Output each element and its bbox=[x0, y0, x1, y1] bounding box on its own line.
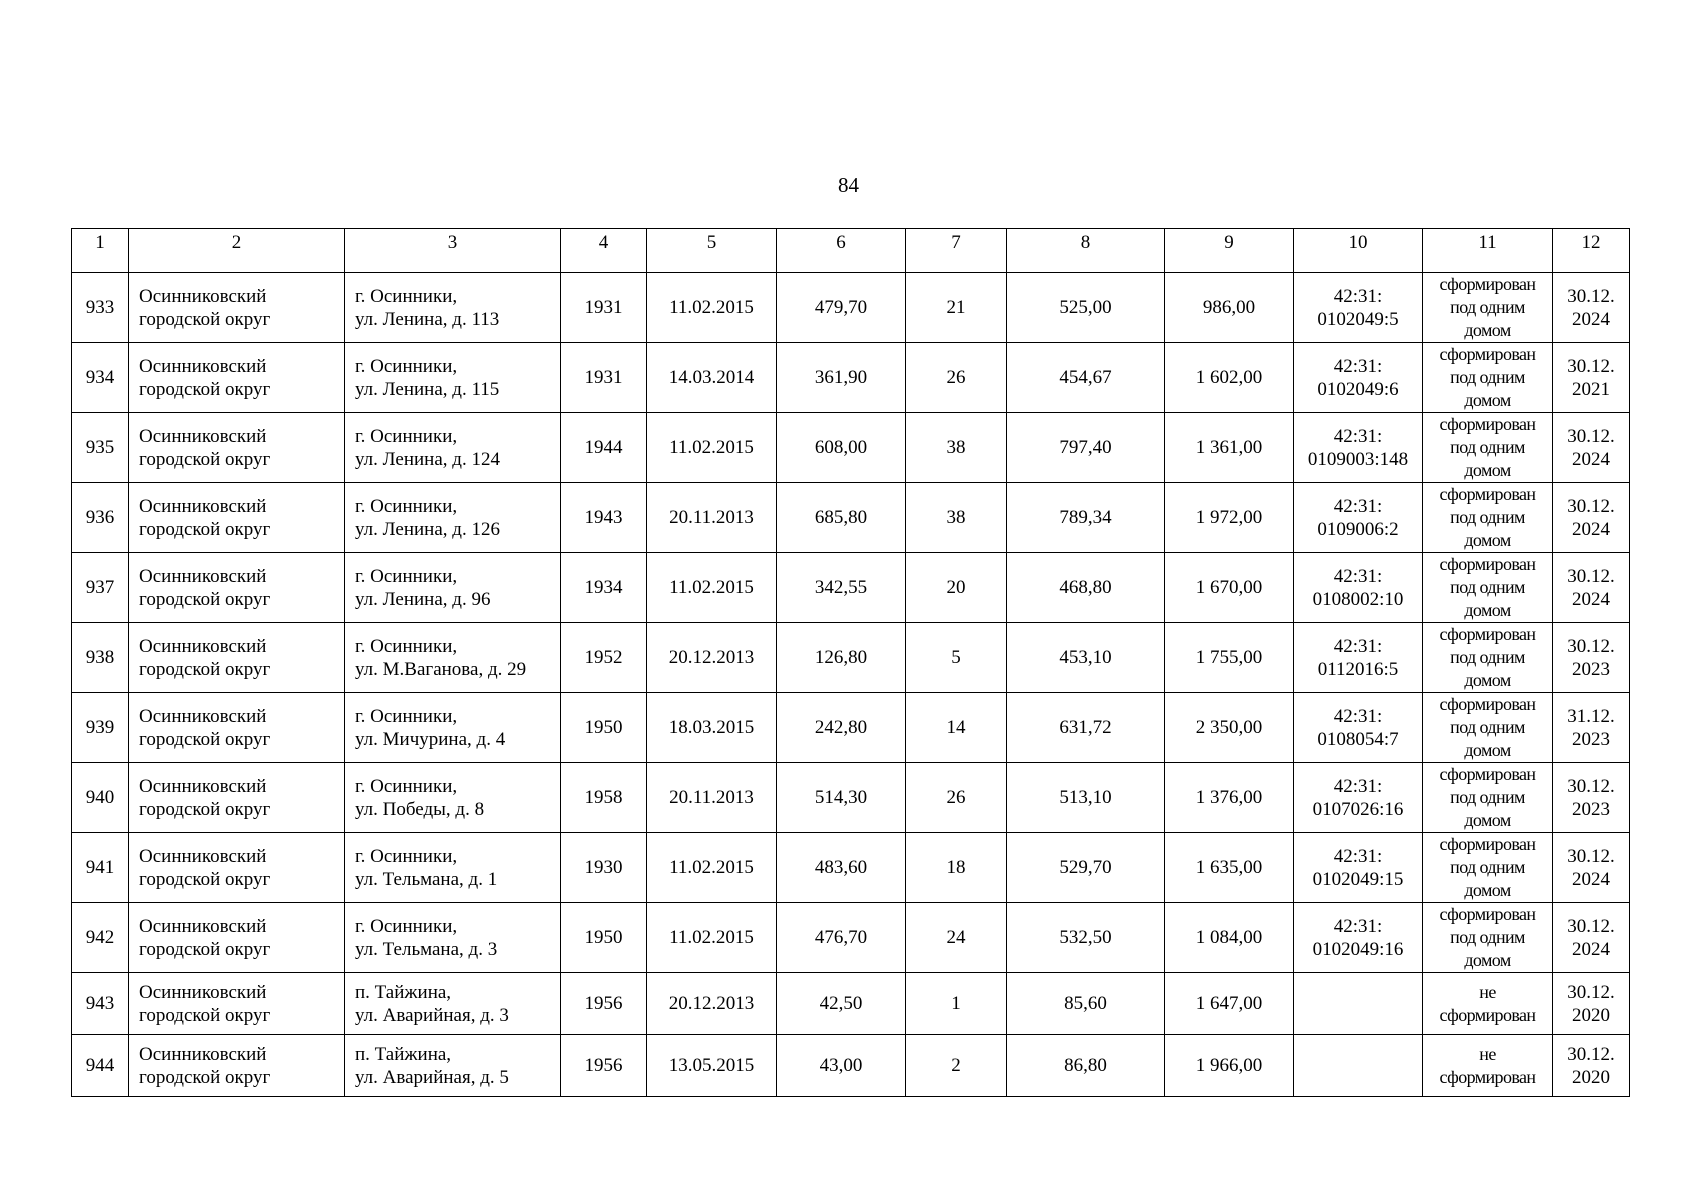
area-cell: 479,70 bbox=[777, 273, 906, 343]
table-row bbox=[72, 343, 1630, 413]
district-cell: Осинниковский городской округ bbox=[129, 623, 345, 693]
column-8-cell: 513,10 bbox=[1007, 763, 1165, 833]
area-cell: 476,70 bbox=[777, 903, 906, 973]
column-9-cell: 1 670,00 bbox=[1165, 553, 1294, 623]
area-cell: 483,60 bbox=[777, 833, 906, 903]
column-8-cell: 797,40 bbox=[1007, 413, 1165, 483]
status-cell: сформирован под одним домом bbox=[1423, 903, 1553, 973]
address-cell: г. Осинники, ул. Мичурина, д. 4 bbox=[345, 693, 561, 763]
district-cell: Осинниковский городской округ bbox=[129, 413, 345, 483]
column-header: 1 bbox=[72, 229, 129, 273]
table-body bbox=[72, 273, 1630, 1097]
district-cell: Осинниковский городской округ bbox=[129, 693, 345, 763]
date-cell: 11.02.2015 bbox=[647, 833, 777, 903]
status-cell: сформирован под одним домом bbox=[1423, 273, 1553, 343]
status-cell: сформирован под одним домом bbox=[1423, 553, 1553, 623]
row-number: 936 bbox=[72, 483, 129, 553]
row-number: 934 bbox=[72, 343, 129, 413]
date-cell: 11.02.2015 bbox=[647, 273, 777, 343]
cadastral-cell: 42:31: 0108002:10 bbox=[1294, 553, 1423, 623]
cadastral-cell: 42:31: 0102049:5 bbox=[1294, 273, 1423, 343]
deadline-cell: 31.12. 2023 bbox=[1553, 693, 1630, 763]
deadline-cell: 30.12. 2024 bbox=[1553, 273, 1630, 343]
column-9-cell: 1 966,00 bbox=[1165, 1035, 1294, 1097]
column-8-cell: 631,72 bbox=[1007, 693, 1165, 763]
deadline-cell: 30.12. 2023 bbox=[1553, 763, 1630, 833]
cadastral-cell: 42:31: 0102049:6 bbox=[1294, 343, 1423, 413]
status-cell: не сформирован bbox=[1423, 973, 1553, 1035]
deadline-cell: 30.12. 2024 bbox=[1553, 553, 1630, 623]
housing-registry-table bbox=[71, 228, 1630, 1097]
cadastral-cell: 42:31: 0109003:148 bbox=[1294, 413, 1423, 483]
date-cell: 11.02.2015 bbox=[647, 553, 777, 623]
deadline-cell: 30.12. 2024 bbox=[1553, 833, 1630, 903]
status-cell: сформирован под одним домом bbox=[1423, 693, 1553, 763]
row-number: 942 bbox=[72, 903, 129, 973]
column-9-cell: 2 350,00 bbox=[1165, 693, 1294, 763]
residents-cell: 26 bbox=[906, 343, 1007, 413]
deadline-cell: 30.12. 2024 bbox=[1553, 903, 1630, 973]
column-9-cell: 1 084,00 bbox=[1165, 903, 1294, 973]
column-8-cell: 85,60 bbox=[1007, 973, 1165, 1035]
district-cell: Осинниковский городской округ bbox=[129, 1035, 345, 1097]
cadastral-cell: 42:31: 0102049:16 bbox=[1294, 903, 1423, 973]
district-cell: Осинниковский городской округ bbox=[129, 343, 345, 413]
column-8-cell: 529,70 bbox=[1007, 833, 1165, 903]
date-cell: 20.12.2013 bbox=[647, 623, 777, 693]
column-header: 4 bbox=[561, 229, 647, 273]
area-cell: 514,30 bbox=[777, 763, 906, 833]
row-number: 933 bbox=[72, 273, 129, 343]
row-number: 938 bbox=[72, 623, 129, 693]
deadline-cell: 30.12. 2020 bbox=[1553, 1035, 1630, 1097]
residents-cell: 38 bbox=[906, 413, 1007, 483]
column-9-cell: 1 361,00 bbox=[1165, 413, 1294, 483]
address-cell: г. Осинники, ул. Ленина, д. 124 bbox=[345, 413, 561, 483]
year-cell: 1950 bbox=[561, 903, 647, 973]
address-cell: г. Осинники, ул. Ленина, д. 115 bbox=[345, 343, 561, 413]
date-cell: 14.03.2014 bbox=[647, 343, 777, 413]
address-cell: п. Тайжина, ул. Аварийная, д. 3 bbox=[345, 973, 561, 1035]
area-cell: 361,90 bbox=[777, 343, 906, 413]
column-header: 6 bbox=[777, 229, 906, 273]
year-cell: 1956 bbox=[561, 973, 647, 1035]
column-8-cell: 789,34 bbox=[1007, 483, 1165, 553]
date-cell: 11.02.2015 bbox=[647, 903, 777, 973]
column-header: 8 bbox=[1007, 229, 1165, 273]
status-cell: сформирован под одним домом bbox=[1423, 343, 1553, 413]
address-cell: г. Осинники, ул. М.Ваганова, д. 29 bbox=[345, 623, 561, 693]
row-number: 941 bbox=[72, 833, 129, 903]
area-cell: 242,80 bbox=[777, 693, 906, 763]
area-cell: 126,80 bbox=[777, 623, 906, 693]
column-header: 3 bbox=[345, 229, 561, 273]
column-header: 10 bbox=[1294, 229, 1423, 273]
date-cell: 13.05.2015 bbox=[647, 1035, 777, 1097]
year-cell: 1950 bbox=[561, 693, 647, 763]
table-row bbox=[72, 623, 1630, 693]
date-cell: 20.11.2013 bbox=[647, 763, 777, 833]
cadastral-cell bbox=[1294, 973, 1423, 1035]
column-9-cell: 1 755,00 bbox=[1165, 623, 1294, 693]
table-row bbox=[72, 553, 1630, 623]
column-9-cell: 1 647,00 bbox=[1165, 973, 1294, 1035]
column-header: 5 bbox=[647, 229, 777, 273]
status-cell: сформирован под одним домом bbox=[1423, 763, 1553, 833]
deadline-cell: 30.12. 2024 bbox=[1553, 483, 1630, 553]
district-cell: Осинниковский городской округ bbox=[129, 553, 345, 623]
table-row bbox=[72, 483, 1630, 553]
cadastral-cell: 42:31: 0108054:7 bbox=[1294, 693, 1423, 763]
status-cell: сформирован под одним домом bbox=[1423, 833, 1553, 903]
status-cell: сформирован под одним домом bbox=[1423, 483, 1553, 553]
year-cell: 1958 bbox=[561, 763, 647, 833]
column-8-cell: 454,67 bbox=[1007, 343, 1165, 413]
date-cell: 20.11.2013 bbox=[647, 483, 777, 553]
address-cell: г. Осинники, ул. Тельмана, д. 3 bbox=[345, 903, 561, 973]
column-9-cell: 1 635,00 bbox=[1165, 833, 1294, 903]
row-number: 940 bbox=[72, 763, 129, 833]
status-cell: сформирован под одним домом bbox=[1423, 413, 1553, 483]
address-cell: г. Осинники, ул. Тельмана, д. 1 bbox=[345, 833, 561, 903]
row-number: 937 bbox=[72, 553, 129, 623]
address-cell: г. Осинники, ул. Ленина, д. 113 bbox=[345, 273, 561, 343]
residents-cell: 21 bbox=[906, 273, 1007, 343]
column-8-cell: 532,50 bbox=[1007, 903, 1165, 973]
cadastral-cell bbox=[1294, 1035, 1423, 1097]
year-cell: 1934 bbox=[561, 553, 647, 623]
table-row bbox=[72, 973, 1630, 1035]
table-row bbox=[72, 693, 1630, 763]
residents-cell: 2 bbox=[906, 1035, 1007, 1097]
column-9-cell: 1 376,00 bbox=[1165, 763, 1294, 833]
deadline-cell: 30.12. 2023 bbox=[1553, 623, 1630, 693]
district-cell: Осинниковский городской округ bbox=[129, 273, 345, 343]
cadastral-cell: 42:31: 0109006:2 bbox=[1294, 483, 1423, 553]
address-cell: п. Тайжина, ул. Аварийная, д. 5 bbox=[345, 1035, 561, 1097]
year-cell: 1930 bbox=[561, 833, 647, 903]
residents-cell: 26 bbox=[906, 763, 1007, 833]
year-cell: 1944 bbox=[561, 413, 647, 483]
residents-cell: 5 bbox=[906, 623, 1007, 693]
table-row bbox=[72, 763, 1630, 833]
column-8-cell: 86,80 bbox=[1007, 1035, 1165, 1097]
column-8-cell: 453,10 bbox=[1007, 623, 1165, 693]
column-header: 11 bbox=[1423, 229, 1553, 273]
row-number: 943 bbox=[72, 973, 129, 1035]
year-cell: 1931 bbox=[561, 273, 647, 343]
area-cell: 342,55 bbox=[777, 553, 906, 623]
deadline-cell: 30.12. 2021 bbox=[1553, 343, 1630, 413]
row-number: 935 bbox=[72, 413, 129, 483]
table-row bbox=[72, 903, 1630, 973]
status-cell: не сформирован bbox=[1423, 1035, 1553, 1097]
cadastral-cell: 42:31: 0102049:15 bbox=[1294, 833, 1423, 903]
column-header: 2 bbox=[129, 229, 345, 273]
column-header: 9 bbox=[1165, 229, 1294, 273]
deadline-cell: 30.12. 2020 bbox=[1553, 973, 1630, 1035]
residents-cell: 38 bbox=[906, 483, 1007, 553]
district-cell: Осинниковский городской округ bbox=[129, 833, 345, 903]
address-cell: г. Осинники, ул. Ленина, д. 96 bbox=[345, 553, 561, 623]
year-cell: 1943 bbox=[561, 483, 647, 553]
area-cell: 685,80 bbox=[777, 483, 906, 553]
column-number-row bbox=[72, 229, 1630, 273]
district-cell: Осинниковский городской округ bbox=[129, 483, 345, 553]
date-cell: 11.02.2015 bbox=[647, 413, 777, 483]
address-cell: г. Осинники, ул. Ленина, д. 126 bbox=[345, 483, 561, 553]
column-8-cell: 468,80 bbox=[1007, 553, 1165, 623]
year-cell: 1956 bbox=[561, 1035, 647, 1097]
row-number: 939 bbox=[72, 693, 129, 763]
table-row bbox=[72, 833, 1630, 903]
district-cell: Осинниковский городской округ bbox=[129, 763, 345, 833]
table-row bbox=[72, 273, 1630, 343]
cadastral-cell: 42:31: 0112016:5 bbox=[1294, 623, 1423, 693]
column-9-cell: 1 972,00 bbox=[1165, 483, 1294, 553]
date-cell: 20.12.2013 bbox=[647, 973, 777, 1035]
residents-cell: 20 bbox=[906, 553, 1007, 623]
row-number: 944 bbox=[72, 1035, 129, 1097]
area-cell: 608,00 bbox=[777, 413, 906, 483]
residents-cell: 24 bbox=[906, 903, 1007, 973]
year-cell: 1931 bbox=[561, 343, 647, 413]
address-cell: г. Осинники, ул. Победы, д. 8 bbox=[345, 763, 561, 833]
residents-cell: 18 bbox=[906, 833, 1007, 903]
year-cell: 1952 bbox=[561, 623, 647, 693]
cadastral-cell: 42:31: 0107026:16 bbox=[1294, 763, 1423, 833]
column-9-cell: 1 602,00 bbox=[1165, 343, 1294, 413]
table-row bbox=[72, 1035, 1630, 1097]
column-header: 12 bbox=[1553, 229, 1630, 273]
column-8-cell: 525,00 bbox=[1007, 273, 1165, 343]
district-cell: Осинниковский городской округ bbox=[129, 973, 345, 1035]
table-row bbox=[72, 413, 1630, 483]
page-number: 84 bbox=[838, 173, 859, 197]
column-9-cell: 986,00 bbox=[1165, 273, 1294, 343]
column-header: 7 bbox=[906, 229, 1007, 273]
district-cell: Осинниковский городской округ bbox=[129, 903, 345, 973]
deadline-cell: 30.12. 2024 bbox=[1553, 413, 1630, 483]
residents-cell: 14 bbox=[906, 693, 1007, 763]
status-cell: сформирован под одним домом bbox=[1423, 623, 1553, 693]
residents-cell: 1 bbox=[906, 973, 1007, 1035]
area-cell: 42,50 bbox=[777, 973, 906, 1035]
date-cell: 18.03.2015 bbox=[647, 693, 777, 763]
area-cell: 43,00 bbox=[777, 1035, 906, 1097]
